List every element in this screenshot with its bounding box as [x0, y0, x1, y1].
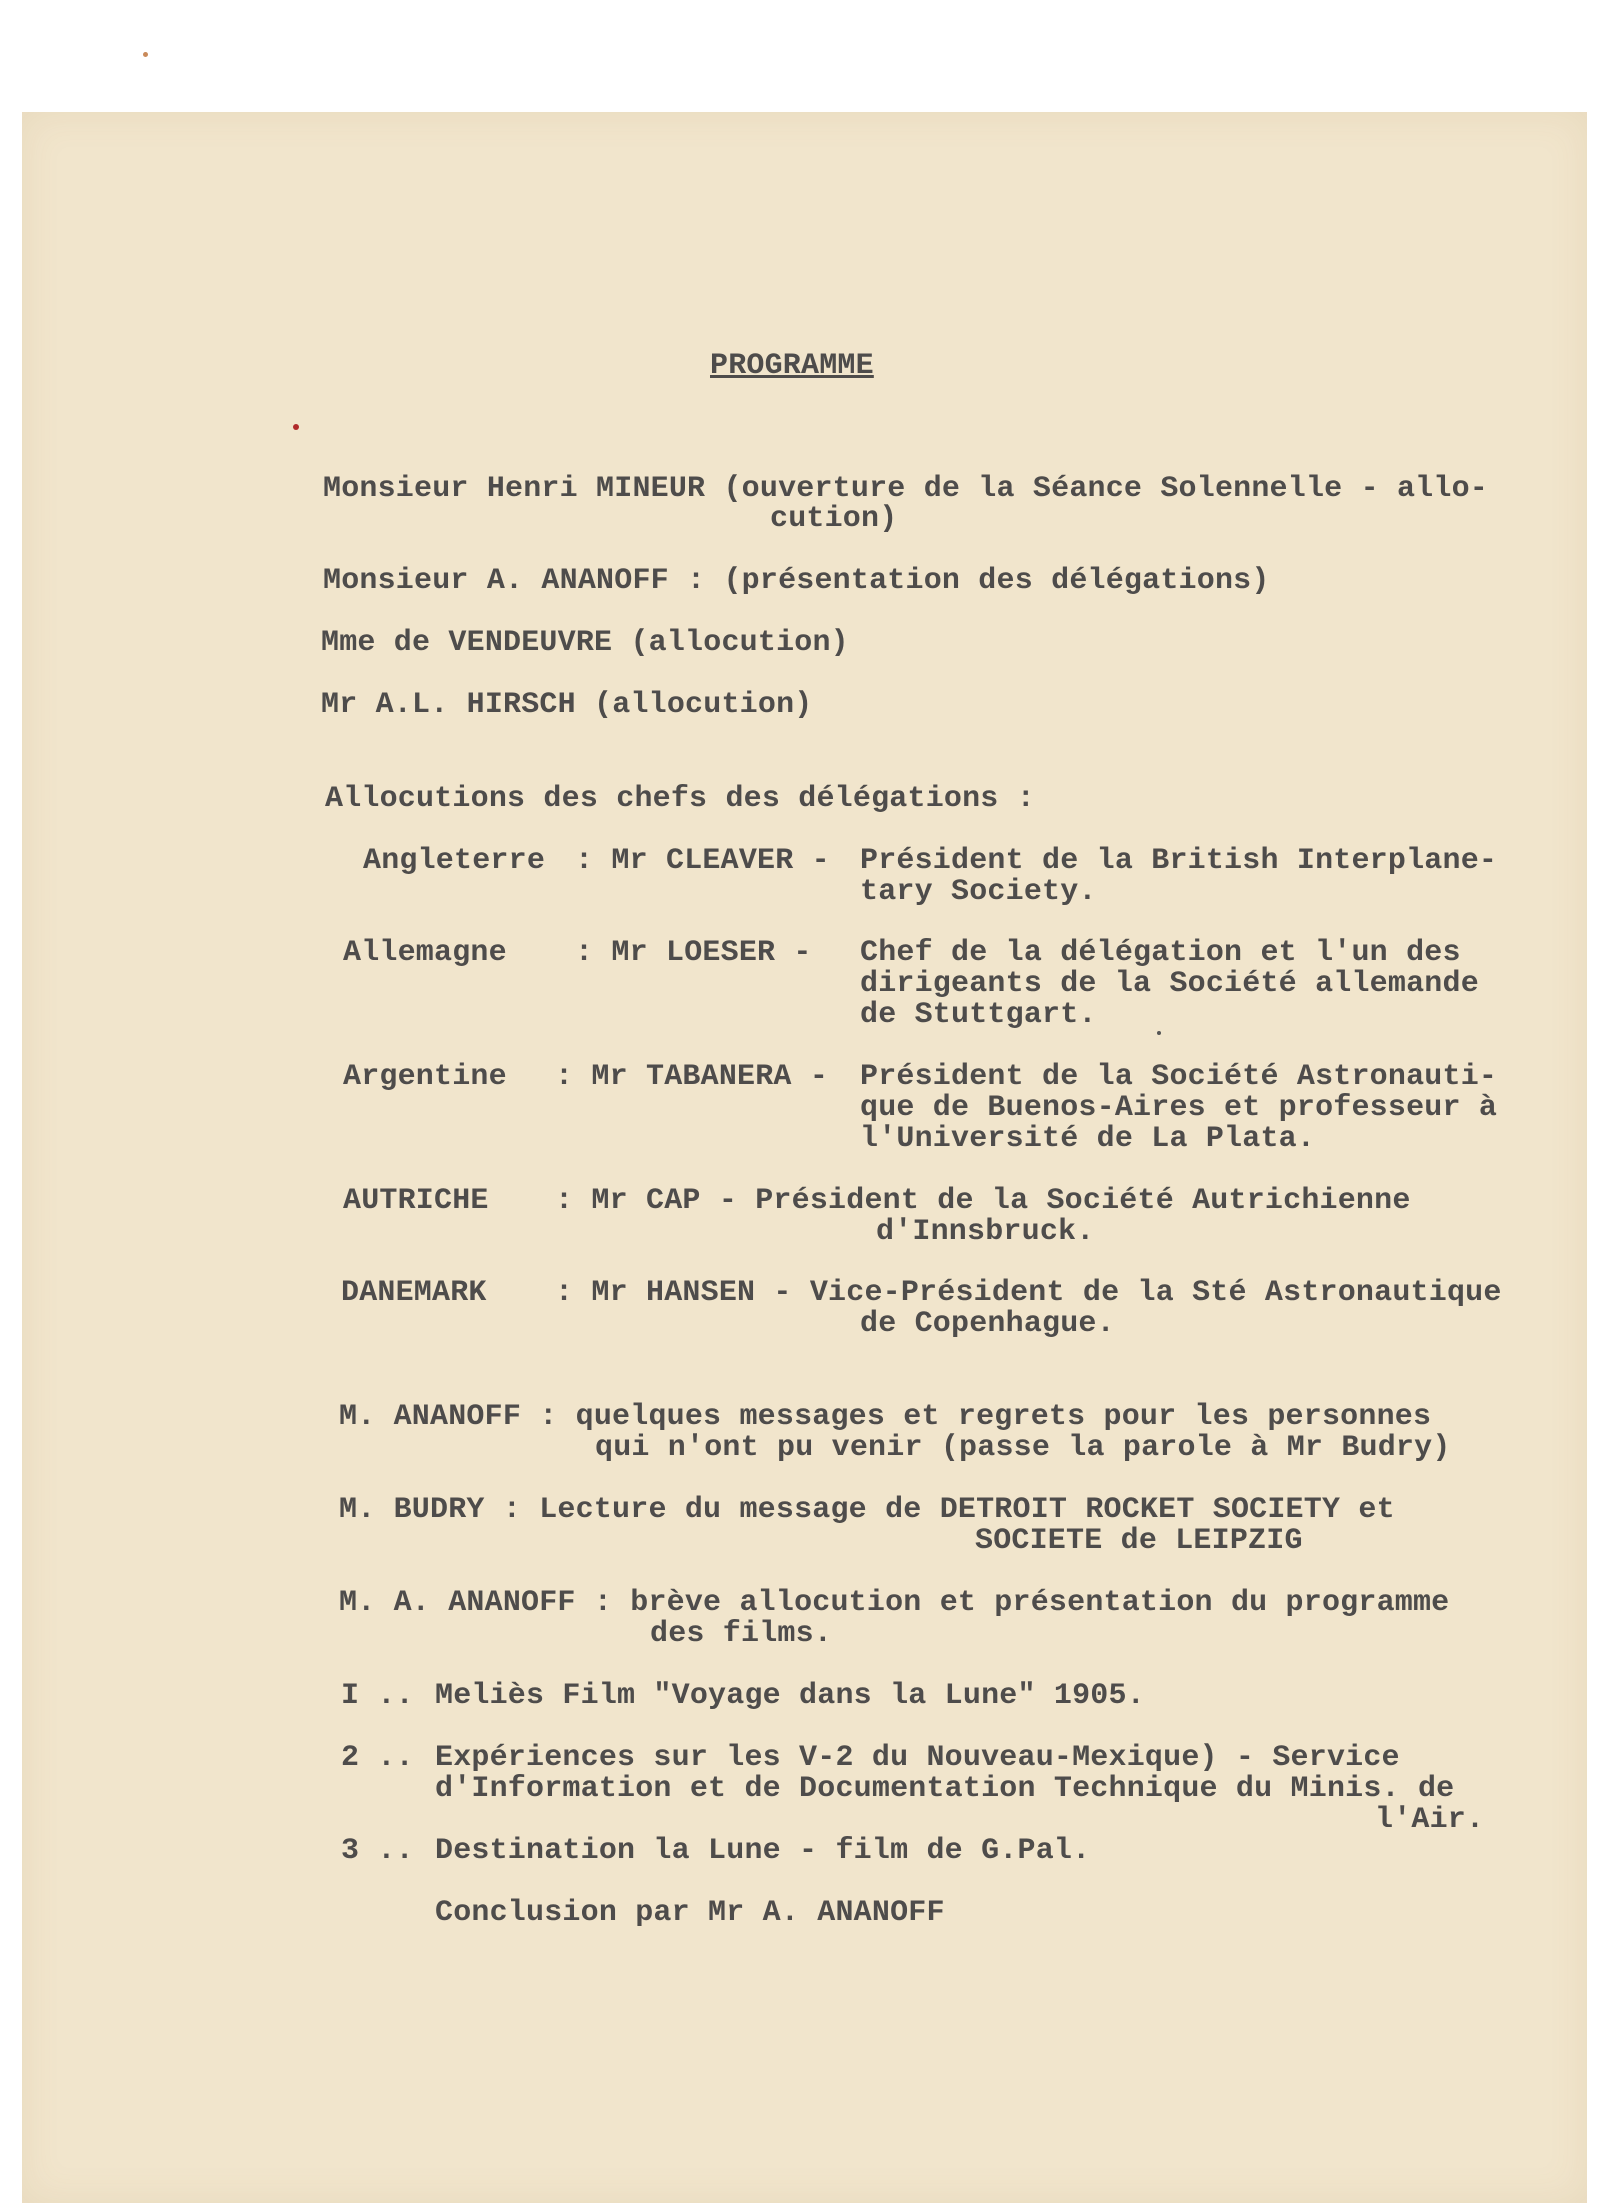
message-ananoff: M. ANANOFF : quelques messages et regrets pour les personnes	[339, 1400, 1432, 1434]
ink-speck	[293, 424, 299, 430]
paper-sheet	[22, 112, 1587, 2203]
delegation-description: Chef de la délégation et l'un des	[860, 936, 1461, 970]
film-number: 3 ..	[341, 1834, 414, 1868]
delegation-description: tary Society.	[860, 875, 1097, 909]
delegation-description: de Copenhague.	[860, 1307, 1115, 1341]
message-ananoff: qui n'ont pu venir (passe la parole à Mr Budry)	[595, 1431, 1451, 1465]
opening-vendeuvre: Mme de VENDEUVRE (allocution)	[321, 626, 849, 660]
delegation-speaker: : Mr LOESER -	[575, 936, 812, 970]
film-line: l'Air.	[1375, 1803, 1485, 1837]
document-title: PROGRAMME	[710, 349, 874, 383]
ink-speck	[1157, 1031, 1161, 1035]
film-line: Destination la Lune - film de G.Pal.	[435, 1834, 1091, 1868]
delegation-description: de Stuttgart.	[860, 998, 1097, 1032]
delegation-speaker: : Mr CLEAVER -	[575, 844, 830, 878]
conclusion-line: Conclusion par Mr A. ANANOFF	[435, 1896, 945, 1930]
film-number: 2 ..	[341, 1741, 414, 1775]
film-line: d'Information et de Documentation Technique du Minis. de	[435, 1772, 1455, 1806]
ink-speck	[143, 52, 148, 57]
opening-hirsch: Mr A.L. HIRSCH (allocution)	[321, 688, 813, 722]
message-budry: SOCIETE de LEIPZIG	[975, 1524, 1303, 1558]
delegation-description: que de Buenos-Aires et professeur à	[860, 1091, 1498, 1125]
delegation-country: Allemagne	[343, 936, 507, 970]
delegation-country: Argentine	[343, 1060, 507, 1094]
delegation-description: l'Université de La Plata.	[860, 1122, 1316, 1156]
delegation-country: DANEMARK	[341, 1276, 487, 1310]
film-number: I ..	[341, 1679, 414, 1713]
message-budry: M. BUDRY : Lecture du message de DETROIT ROCKET SOCIETY et	[339, 1493, 1395, 1527]
message-ananoff-films: M. A. ANANOFF : brève allocution et présentation du programme	[339, 1586, 1450, 1620]
delegation-country: Angleterre	[363, 844, 546, 878]
film-line: Meliès Film "Voyage dans la Lune" 1905.	[435, 1679, 1145, 1713]
delegation-speaker: : Mr CAP - Président de la Société Autrichienne	[555, 1184, 1411, 1218]
delegation-description: d'Innsbruck.	[876, 1215, 1095, 1249]
delegation-description: dirigeants de la Société allemande	[860, 967, 1479, 1001]
film-line: Expériences sur les V-2 du Nouveau-Mexique) - Service	[435, 1741, 1400, 1775]
delegation-speaker: : Mr HANSEN - Vice-Président de la Sté Astronautique	[555, 1276, 1502, 1310]
opening-mineur-line-2: cution)	[770, 502, 898, 536]
opening-ananoff: Monsieur A. ANANOFF : (présentation des délégations)	[323, 564, 1270, 598]
delegation-speaker: : Mr TABANERA -	[555, 1060, 829, 1094]
delegation-description: Président de la Société Astronauti-	[860, 1060, 1498, 1094]
message-ananoff-films: des films.	[650, 1617, 833, 1651]
delegation-description: Président de la British Interplane-	[860, 844, 1498, 878]
opening-mineur-line-1: Monsieur Henri MINEUR (ouverture de la Séance Solennelle - allo-	[323, 472, 1488, 506]
delegations-heading: Allocutions des chefs des délégations :	[325, 782, 1035, 816]
delegation-country: AUTRICHE	[343, 1184, 489, 1218]
